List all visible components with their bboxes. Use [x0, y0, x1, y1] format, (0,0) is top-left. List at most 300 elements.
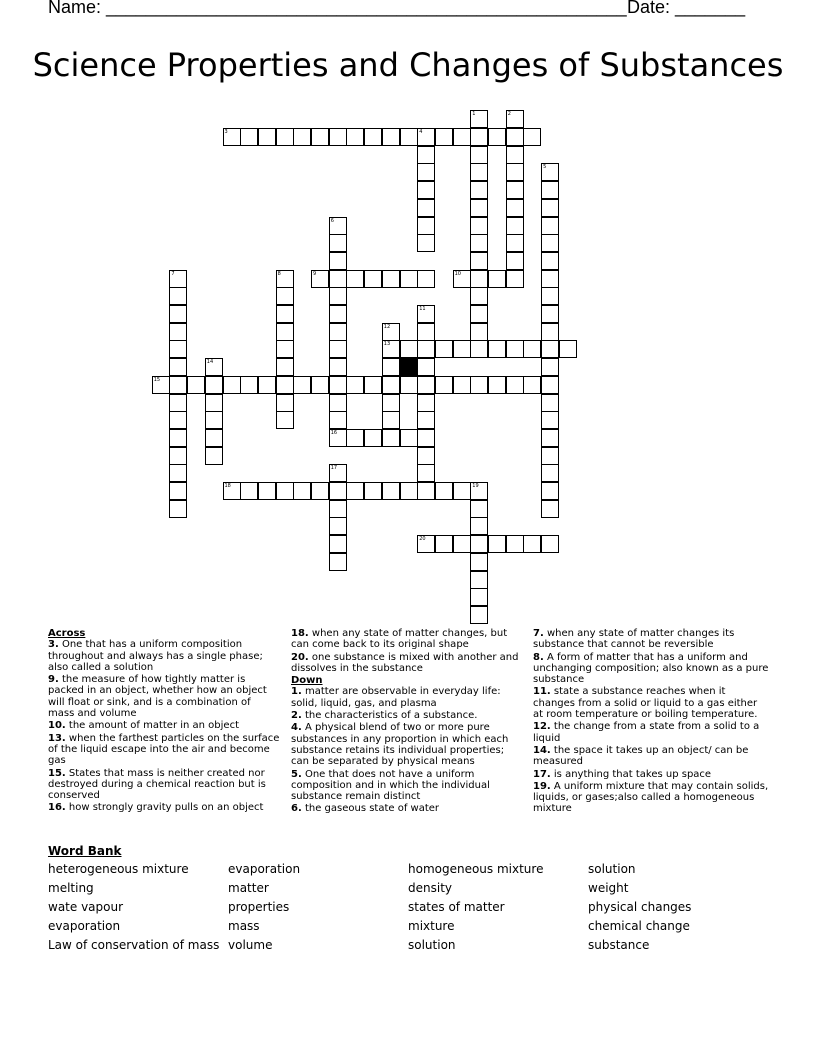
- word-bank-word: Law of conservation of mass: [48, 938, 220, 952]
- clue-text: one substance is mixed with another and dissolves in the substance: [291, 651, 519, 674]
- clue-text: One that does not have a uniform composition and in which the individual substance remain distinct: [291, 768, 490, 803]
- word-bank-word: melting: [48, 881, 94, 895]
- word-bank-word: evaporation: [228, 862, 301, 876]
- grid-cell[interactable]: [417, 340, 435, 358]
- grid-cell[interactable]: [541, 411, 559, 429]
- grid-cell[interactable]: [470, 181, 488, 199]
- grid-cell[interactable]: [541, 199, 559, 217]
- clue-number: 19.: [533, 780, 551, 792]
- grid-cell[interactable]: [453, 128, 471, 146]
- grid-cell[interactable]: [205, 394, 223, 412]
- grid-cell[interactable]: [382, 376, 400, 394]
- grid-cell[interactable]: [541, 217, 559, 235]
- clue-down-17: [533, 769, 769, 780]
- grid-cell[interactable]: [541, 270, 559, 288]
- grid-cell[interactable]: [293, 482, 311, 500]
- grid-cell[interactable]: [470, 270, 488, 288]
- clue-number-label: 6: [330, 217, 334, 224]
- grid-cell[interactable]: [470, 110, 488, 128]
- clue-text: One that has a uniform composition throughout and always has a single phase; also called a solution: [48, 639, 263, 673]
- grid-cell[interactable]: [276, 376, 294, 394]
- clue-across-9: [48, 674, 280, 719]
- word-bank-word: solution: [408, 938, 456, 952]
- grid-cell[interactable]: [364, 128, 382, 146]
- grid-cell[interactable]: [329, 358, 347, 376]
- grid-cell[interactable]: [205, 411, 223, 429]
- clue-down-5: [291, 769, 523, 803]
- clue-text: the gaseous state of water: [304, 803, 440, 815]
- grid-cell[interactable]: [329, 234, 347, 252]
- grid-cell[interactable]: [382, 128, 400, 146]
- grid-cell[interactable]: [435, 340, 453, 358]
- page-title: Science Properties and Changes of Substances: [32, 46, 784, 84]
- word-bank-word: evaporation: [48, 919, 121, 933]
- clue-number: 11.: [533, 686, 551, 698]
- clue-number-label: 8: [277, 270, 281, 277]
- grid-cell[interactable]: [329, 128, 347, 146]
- grid-cell[interactable]: [169, 447, 187, 465]
- clue-number: 18.: [291, 628, 309, 639]
- word-bank-row: [48, 881, 768, 900]
- grid-cell[interactable]: [470, 234, 488, 252]
- clue-number-label: 12: [383, 323, 391, 330]
- grid-cell[interactable]: [470, 553, 488, 571]
- grid-cell[interactable]: [541, 429, 559, 447]
- clue-number-label: 10: [454, 270, 461, 277]
- clue-down-1: [291, 686, 523, 709]
- grid-cell[interactable]: [488, 270, 506, 288]
- grid-cell[interactable]: [470, 588, 488, 606]
- word-bank-row: [48, 919, 768, 938]
- grid-cell[interactable]: [417, 181, 435, 199]
- word-bank-word: mass: [228, 919, 260, 933]
- grid-cell[interactable]: [417, 358, 435, 376]
- grid-cell[interactable]: [541, 500, 559, 518]
- grid-cell[interactable]: [470, 163, 488, 181]
- grid-cell[interactable]: [276, 128, 294, 146]
- grid-cell[interactable]: [417, 146, 435, 164]
- clue-number: 4.: [291, 722, 302, 734]
- date-line[interactable]: Date: _______: [627, 0, 746, 17]
- grid-cell[interactable]: [417, 482, 435, 500]
- grid-cell[interactable]: [329, 270, 347, 288]
- grid-cell[interactable]: [470, 128, 488, 146]
- grid-cell[interactable]: [417, 234, 435, 252]
- grid-cell[interactable]: [417, 270, 435, 288]
- blocked-cell: [400, 358, 418, 376]
- grid-cell[interactable]: [364, 270, 382, 288]
- word-bank-title: Word Bank: [48, 844, 122, 858]
- grid-cell[interactable]: [417, 411, 435, 429]
- grid-cell[interactable]: [400, 128, 418, 146]
- clue-number: 2.: [291, 710, 302, 722]
- grid-cell[interactable]: [223, 482, 241, 500]
- grid-cell[interactable]: [541, 464, 559, 482]
- grid-cell[interactable]: [541, 323, 559, 341]
- grid-cell[interactable]: [417, 535, 435, 553]
- grid-cell[interactable]: [541, 305, 559, 323]
- clue-text: when any state of matter changes, but can come back to its original shape: [291, 628, 508, 651]
- grid-cell[interactable]: [258, 376, 276, 394]
- grid-cell[interactable]: [169, 358, 187, 376]
- grid-cell[interactable]: [470, 535, 488, 553]
- word-bank-word: mixture: [408, 919, 455, 933]
- grid-cell[interactable]: [240, 128, 258, 146]
- grid-cell[interactable]: [453, 482, 471, 500]
- clue-text: matter are observable in everyday life: solid, liquid, gas, and plasma: [291, 686, 501, 709]
- grid-cell[interactable]: [470, 606, 488, 624]
- clue-number: 9.: [48, 674, 59, 686]
- grid-cell[interactable]: [417, 305, 435, 323]
- grid-cell[interactable]: [435, 128, 453, 146]
- grid-cell[interactable]: [276, 482, 294, 500]
- grid-cell[interactable]: [541, 376, 559, 394]
- clue-down-19: [533, 781, 769, 815]
- word-bank-word: matter: [228, 881, 269, 895]
- clue-number-label: 5: [543, 164, 547, 171]
- clues-column-3: [533, 628, 769, 816]
- grid-cell[interactable]: [311, 270, 329, 288]
- grid-cell[interactable]: [400, 376, 418, 394]
- clue-down-2: [291, 710, 523, 721]
- clue-number: 1.: [291, 686, 302, 698]
- clue-text: States that mass is neither created nor destroyed during a chemical reaction but is conserved: [48, 767, 266, 802]
- grid-cell[interactable]: [506, 181, 524, 199]
- clue-number-label: 1: [472, 111, 476, 118]
- clue-number: 6.: [291, 803, 302, 815]
- clue-text: how strongly gravity pulls on an object: [68, 802, 264, 814]
- grid-cell[interactable]: [506, 146, 524, 164]
- grid-cell[interactable]: [506, 128, 524, 146]
- clue-number-label: 4: [419, 129, 423, 135]
- word-bank-row: [48, 862, 768, 881]
- clue-number-label: 14: [206, 359, 214, 366]
- grid-cell[interactable]: [470, 340, 488, 358]
- grid-cell[interactable]: [276, 411, 294, 429]
- grid-cell[interactable]: [417, 217, 435, 235]
- grid-cell[interactable]: [364, 376, 382, 394]
- grid-cell[interactable]: [329, 411, 347, 429]
- name-line[interactable]: Name: ____________________________________________________: [48, 0, 627, 17]
- grid-cell[interactable]: [276, 340, 294, 358]
- grid-cell[interactable]: [382, 429, 400, 447]
- grid-cell[interactable]: [470, 571, 488, 589]
- grid-cell[interactable]: [346, 270, 364, 288]
- grid-cell[interactable]: [400, 340, 418, 358]
- clue-text: A form of matter that has a uniform and unchanging composition; also known as a pure substance: [533, 651, 769, 686]
- grid-cell[interactable]: [435, 376, 453, 394]
- grid-cell[interactable]: [169, 411, 187, 429]
- grid-cell[interactable]: [506, 270, 524, 288]
- word-bank-word: homogeneous mixture: [408, 862, 544, 876]
- clue-text: the measure of how tightly matter is packed in an object, whether how an object will float or sink, and is a combination of mass and volume: [48, 674, 267, 720]
- grid-cell[interactable]: [523, 376, 541, 394]
- grid-cell[interactable]: [152, 376, 170, 394]
- grid-cell[interactable]: [417, 447, 435, 465]
- grid-cell[interactable]: [329, 323, 347, 341]
- grid-cell[interactable]: [382, 358, 400, 376]
- grid-cell[interactable]: [488, 128, 506, 146]
- grid-cell[interactable]: [541, 535, 559, 553]
- clue-number: 14.: [533, 744, 551, 756]
- grid-cell[interactable]: [169, 500, 187, 518]
- grid-cell[interactable]: [223, 376, 241, 394]
- grid-cell[interactable]: [470, 146, 488, 164]
- grid-cell[interactable]: [382, 270, 400, 288]
- clue-number-label: 7: [171, 270, 175, 277]
- grid-cell[interactable]: [329, 287, 347, 305]
- word-bank-word: heterogeneous mixture: [48, 862, 189, 876]
- grid-cell[interactable]: [205, 429, 223, 447]
- clue-text: when any state of matter changes its substance that cannot be reversible: [533, 628, 735, 651]
- clue-number: 8.: [533, 651, 544, 663]
- grid-cell[interactable]: [382, 482, 400, 500]
- grid-cell[interactable]: [169, 376, 187, 394]
- grid-cell[interactable]: [329, 553, 347, 571]
- grid-cell[interactable]: [329, 252, 347, 270]
- clue-text: when the farthest particles on the surface of the liquid escape into the air and become gas: [48, 732, 280, 767]
- clue-number-label: 16: [330, 429, 338, 436]
- clue-down-7: [533, 628, 769, 651]
- grid-cell[interactable]: [417, 376, 435, 394]
- clue-number-label: 19: [472, 483, 479, 489]
- clue-text: the change from a state from a solid to a liquid: [533, 721, 760, 744]
- word-bank-word: physical changes: [588, 900, 692, 914]
- grid-cell[interactable]: [329, 376, 347, 394]
- grid-cell[interactable]: [258, 128, 276, 146]
- clue-down-8: [533, 652, 769, 686]
- grid-cell[interactable]: [311, 482, 329, 500]
- grid-cell[interactable]: [400, 429, 418, 447]
- clue-down-4: [291, 722, 523, 767]
- grid-cell[interactable]: [488, 535, 506, 553]
- grid-cell[interactable]: [541, 252, 559, 270]
- clue-number-label: 17: [330, 465, 338, 472]
- grid-cell[interactable]: [364, 482, 382, 500]
- grid-cell[interactable]: [541, 340, 559, 358]
- grid-cell[interactable]: [329, 217, 347, 235]
- grid-cell[interactable]: [240, 482, 258, 500]
- grid-cell[interactable]: [417, 199, 435, 217]
- grid-cell[interactable]: [523, 128, 541, 146]
- grid-cell[interactable]: [400, 482, 418, 500]
- grid-cell[interactable]: [470, 199, 488, 217]
- grid-cell[interactable]: [346, 376, 364, 394]
- clue-down-12: [533, 721, 769, 744]
- grid-cell[interactable]: [417, 394, 435, 412]
- grid-cell[interactable]: [276, 305, 294, 323]
- grid-cell[interactable]: [169, 340, 187, 358]
- grid-cell[interactable]: [329, 535, 347, 553]
- grid-cell[interactable]: [382, 411, 400, 429]
- word-bank-row: [48, 900, 768, 919]
- clue-text: the characteristics of a substance.: [304, 710, 478, 722]
- word-bank-word: volume: [228, 938, 273, 952]
- grid-cell[interactable]: [329, 500, 347, 518]
- clue-number-label: 18: [224, 483, 231, 489]
- grid-cell[interactable]: [223, 128, 241, 146]
- grid-cell[interactable]: [453, 376, 471, 394]
- grid-cell[interactable]: [311, 128, 329, 146]
- grid-cell[interactable]: [329, 340, 347, 358]
- clue-number-label: 9: [313, 270, 317, 277]
- clue-text: the space it takes up an object/ can be measured: [533, 744, 749, 768]
- grid-cell[interactable]: [541, 287, 559, 305]
- clue-across-16: [48, 802, 280, 813]
- grid-cell[interactable]: [240, 376, 258, 394]
- grid-cell[interactable]: [329, 482, 347, 500]
- clue-text: A physical blend of two or more pure substances in any proportion in which each substance retains its individual properties; can be separated by physical means: [291, 722, 509, 768]
- grid-cell[interactable]: [169, 464, 187, 482]
- clue-down-6: [291, 803, 523, 814]
- grid-cell[interactable]: [435, 535, 453, 553]
- grid-cell[interactable]: [435, 482, 453, 500]
- grid-cell[interactable]: [541, 163, 559, 181]
- word-bank-row: [48, 938, 768, 957]
- grid-cell[interactable]: [488, 340, 506, 358]
- grid-cell[interactable]: [506, 110, 524, 128]
- grid-cell[interactable]: [169, 270, 187, 288]
- grid-cell[interactable]: [417, 128, 435, 146]
- clue-number-label: 3: [224, 129, 228, 135]
- grid-cell[interactable]: [169, 305, 187, 323]
- word-bank-word: properties: [228, 900, 290, 914]
- clue-number-label: 2: [507, 111, 511, 118]
- grid-cell[interactable]: [364, 429, 382, 447]
- grid-cell[interactable]: [169, 287, 187, 305]
- clue-number: 13.: [48, 732, 66, 744]
- grid-cell[interactable]: [470, 500, 488, 518]
- grid-cell[interactable]: [506, 163, 524, 181]
- grid-cell[interactable]: [541, 447, 559, 465]
- grid-cell[interactable]: [523, 535, 541, 553]
- grid-cell[interactable]: [470, 376, 488, 394]
- clue-number: 17.: [533, 768, 551, 780]
- grid-cell[interactable]: [311, 376, 329, 394]
- grid-cell[interactable]: [276, 394, 294, 412]
- grid-cell[interactable]: [470, 482, 488, 500]
- grid-cell[interactable]: [169, 429, 187, 447]
- grid-cell[interactable]: [346, 128, 364, 146]
- grid-cell[interactable]: [488, 376, 506, 394]
- grid-cell[interactable]: [329, 517, 347, 535]
- grid-cell[interactable]: [382, 340, 400, 358]
- grid-cell[interactable]: [453, 270, 471, 288]
- grid-cell[interactable]: [169, 323, 187, 341]
- clue-number: 10.: [48, 720, 66, 732]
- grid-cell[interactable]: [506, 535, 524, 553]
- word-bank: [48, 862, 768, 957]
- clues-column-2: [291, 628, 523, 816]
- clue-number: 20.: [291, 651, 309, 663]
- grid-cell[interactable]: [169, 394, 187, 412]
- grid-cell[interactable]: [470, 305, 488, 323]
- grid-cell[interactable]: [205, 376, 223, 394]
- clue-down-11: [533, 686, 769, 720]
- grid-cell[interactable]: [417, 163, 435, 181]
- clue-number: 3.: [48, 639, 59, 651]
- grid-cell[interactable]: [453, 340, 471, 358]
- clue-text: state a substance reaches when it changes from a solid or liquid to a gas either at room temperature or boiling temperature.: [533, 686, 758, 721]
- clue-across-3: [48, 639, 280, 673]
- grid-cell[interactable]: [417, 429, 435, 447]
- grid-cell[interactable]: [506, 376, 524, 394]
- grid-cell[interactable]: [329, 464, 347, 482]
- clue-number: 12.: [533, 721, 551, 733]
- grid-cell[interactable]: [506, 340, 524, 358]
- grid-cell[interactable]: [276, 270, 294, 288]
- grid-cell[interactable]: [400, 270, 418, 288]
- clue-number-label: 20: [419, 536, 426, 543]
- grid-cell[interactable]: [417, 464, 435, 482]
- grid-cell[interactable]: [382, 323, 400, 341]
- grid-cell[interactable]: [506, 234, 524, 252]
- grid-cell[interactable]: [417, 323, 435, 341]
- grid-cell[interactable]: [346, 429, 364, 447]
- grid-cell[interactable]: [329, 429, 347, 447]
- grid-cell[interactable]: [276, 287, 294, 305]
- grid-cell[interactable]: [541, 358, 559, 376]
- clue-number: 16.: [48, 802, 66, 814]
- grid-cell[interactable]: [382, 394, 400, 412]
- grid-cell[interactable]: [453, 535, 471, 553]
- clue-number-label: 13: [383, 341, 391, 348]
- grid-cell[interactable]: [523, 340, 541, 358]
- word-bank-word: weight: [588, 881, 629, 895]
- clue-across-15: [48, 768, 280, 802]
- grid-cell[interactable]: [470, 287, 488, 305]
- clue-across-20: [291, 652, 523, 675]
- grid-cell[interactable]: [329, 305, 347, 323]
- grid-cell[interactable]: [541, 482, 559, 500]
- clues-column-1: [48, 628, 280, 815]
- grid-cell[interactable]: [506, 217, 524, 235]
- clue-across-13: [48, 733, 280, 767]
- grid-cell[interactable]: [329, 394, 347, 412]
- grid-cell[interactable]: [276, 323, 294, 341]
- grid-cell[interactable]: [205, 358, 223, 376]
- grid-cell[interactable]: [276, 358, 294, 376]
- grid-cell[interactable]: [346, 482, 364, 500]
- grid-cell[interactable]: [293, 376, 311, 394]
- grid-cell[interactable]: [205, 447, 223, 465]
- grid-cell[interactable]: [258, 482, 276, 500]
- grid-cell[interactable]: [541, 181, 559, 199]
- down-heading: Down: [291, 675, 323, 687]
- word-bank-word: chemical change: [588, 919, 690, 933]
- clue-number-label: 11: [419, 306, 426, 312]
- clue-number: 15.: [48, 767, 66, 779]
- grid-cell[interactable]: [541, 234, 559, 252]
- grid-cell[interactable]: [293, 128, 311, 146]
- clue-text: the amount of matter in an object: [68, 720, 239, 732]
- grid-cell[interactable]: [506, 252, 524, 270]
- grid-cell[interactable]: [470, 517, 488, 535]
- grid-cell[interactable]: [541, 394, 559, 412]
- grid-cell[interactable]: [187, 376, 205, 394]
- grid-cell[interactable]: [506, 199, 524, 217]
- word-bank-word: solution: [588, 862, 636, 876]
- across-heading: Across: [48, 628, 86, 639]
- grid-cell[interactable]: [169, 482, 187, 500]
- grid-cell[interactable]: [470, 323, 488, 341]
- clue-number: 5.: [291, 768, 302, 780]
- grid-cell[interactable]: [559, 340, 577, 358]
- clue-number: 7.: [533, 628, 544, 639]
- grid-cell[interactable]: [470, 252, 488, 270]
- clue-number-label: 15: [153, 376, 161, 383]
- grid-cell[interactable]: [470, 217, 488, 235]
